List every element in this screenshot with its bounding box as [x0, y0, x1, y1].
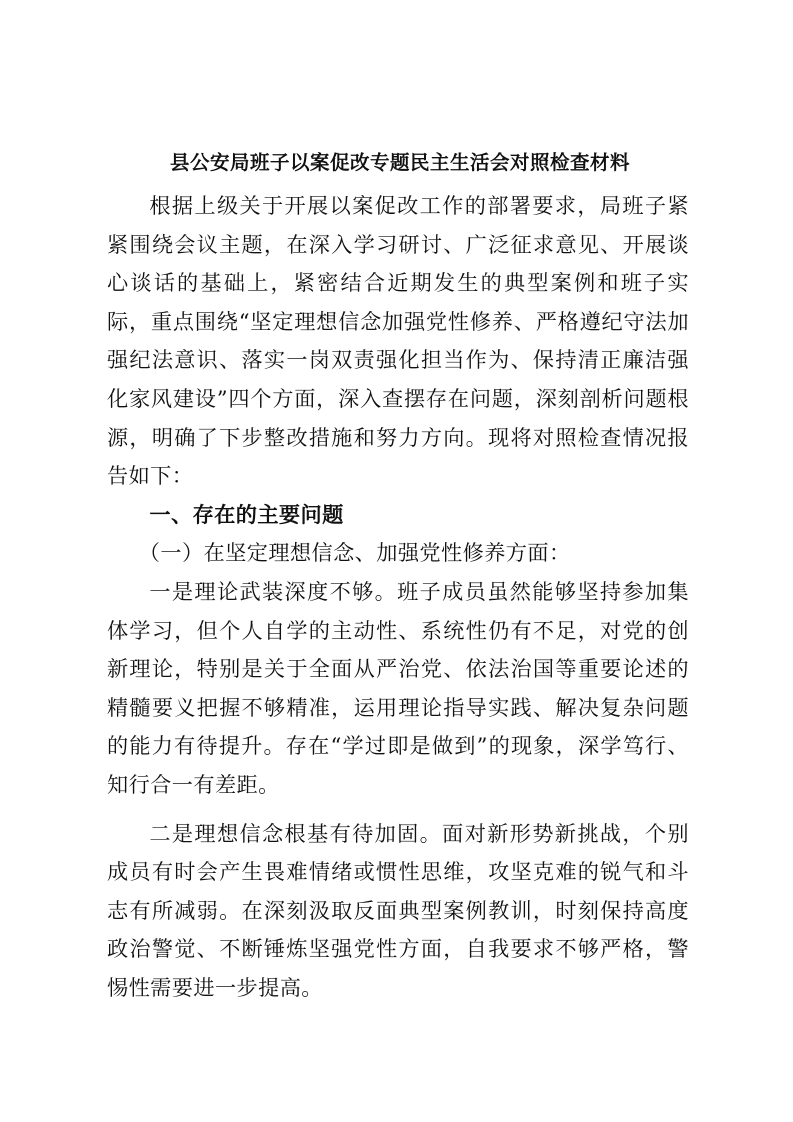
intro-paragraph: 根据上级关于开展以案促改工作的部署要求，局班子紧紧围绕会议主题，在深入学习研讨、广泛征求意见、开展谈心谈话的基础上，紧密结合近期发生的典型案例和班子实际，重点围绕“坚定理想信念加强党性修养、严格遵纪守法加强纪法意识、落实一岗双责强化担当作为、保持清正廉洁强化家风建设”四个方面，深入查摆存在问题，深刻剖析问题根源，明确了下步整改措施和努力方向。现将对照检查情况报告如下：: [107, 193, 689, 489]
subsection-heading-ideals: （一）在坚定理想信念、加强党性修养方面：: [138, 540, 571, 566]
paragraph-gap: [107, 805, 689, 815]
problem-paragraph-1: 一是理论武装深度不够。班子成员虽然能够坚持参加集体学习，但个人自学的主动性、系统性仍有不足，对党的创新理论，特别是关于全面从严治党、依法治国等重要论述的精髓要义把握不够精准，运用理论指导实践、解决复杂问题的能力有待提升。存在“学过即是做到”的现象，深学笃行、知行合一有差距。: [107, 578, 689, 797]
document-title: 县公安局班子以案促改专题民主生活会对照检查材料: [169, 151, 630, 174]
section-heading-main-problems: 一、存在的主要问题: [149, 501, 344, 527]
problem-paragraph-2: 二是理想信念根基有待加固。面对新形势新挑战，个别成员有时会产生畏难情绪或惯性思维，攻坚克难的锐气和斗志有所减弱。在深刻汲取反面典型案例教训，时刻保持高度政治警觉、不断锤炼坚强党性方面，自我要求不够严格，警惕性需要进一步提高。: [107, 820, 689, 1000]
document-body: [107, 187, 689, 1007]
